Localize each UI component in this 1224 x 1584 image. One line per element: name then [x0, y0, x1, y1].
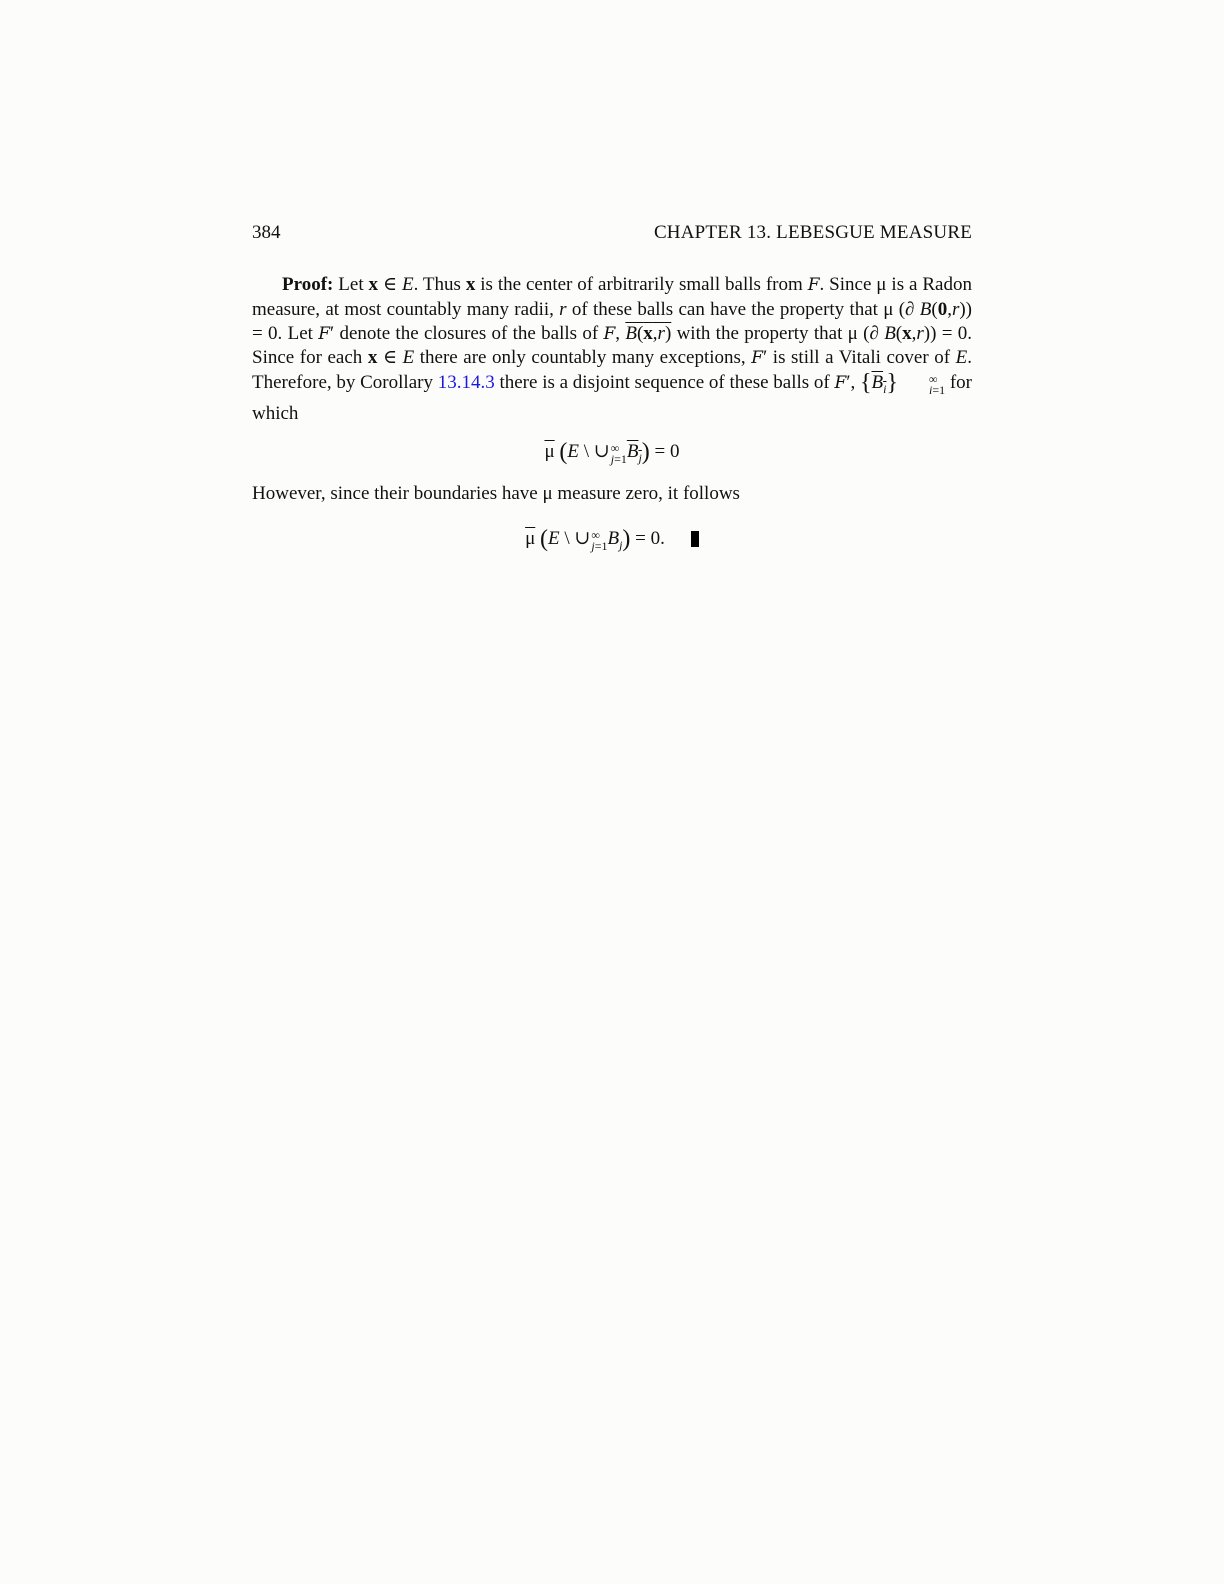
qed-symbol [691, 531, 699, 547]
display-equation-1: $\overline{\mu}$ (E \ ∪ ∞ j=1 $B_j) = 0$ [544, 439, 680, 466]
page-number: 384 [252, 222, 281, 243]
proof-paragraph: Proof: Let x ∈ E. Thus x is the center of arbitrarily small balls from F. Since μ is a Radon measure, at most countably many radii, r of these balls can have the property that μ (∂ B(0,r)) = 0. Let F′ denote the closures of the balls of F, B(x,r) with the property that μ (∂ B(x,r)) = 0. Since for each x ∈ E there are only countably many exceptions, F′ is still a Vitali cover of E. Therefore, by Corollary 13.14.3 there is a disjoint sequence of these balls of F′, $\{B_i\}$ ∞ i=1 for which [252, 274, 973, 424]
display-equation-2: $\overline{\mu}$ (E \ ∪ ∞ j=1 $B_j) = 0$. [252, 524, 972, 560]
running-head: CHAPTER 13. LEBESGUE MEASURE [653, 222, 972, 243]
proof-label: Proof: [282, 274, 334, 295]
corollary-link[interactable]: 13.14.3 [437, 372, 495, 394]
page-header [252, 218, 972, 248]
following-paragraph: However, since their boundaries have μ measure zero, it follows [252, 483, 740, 504]
